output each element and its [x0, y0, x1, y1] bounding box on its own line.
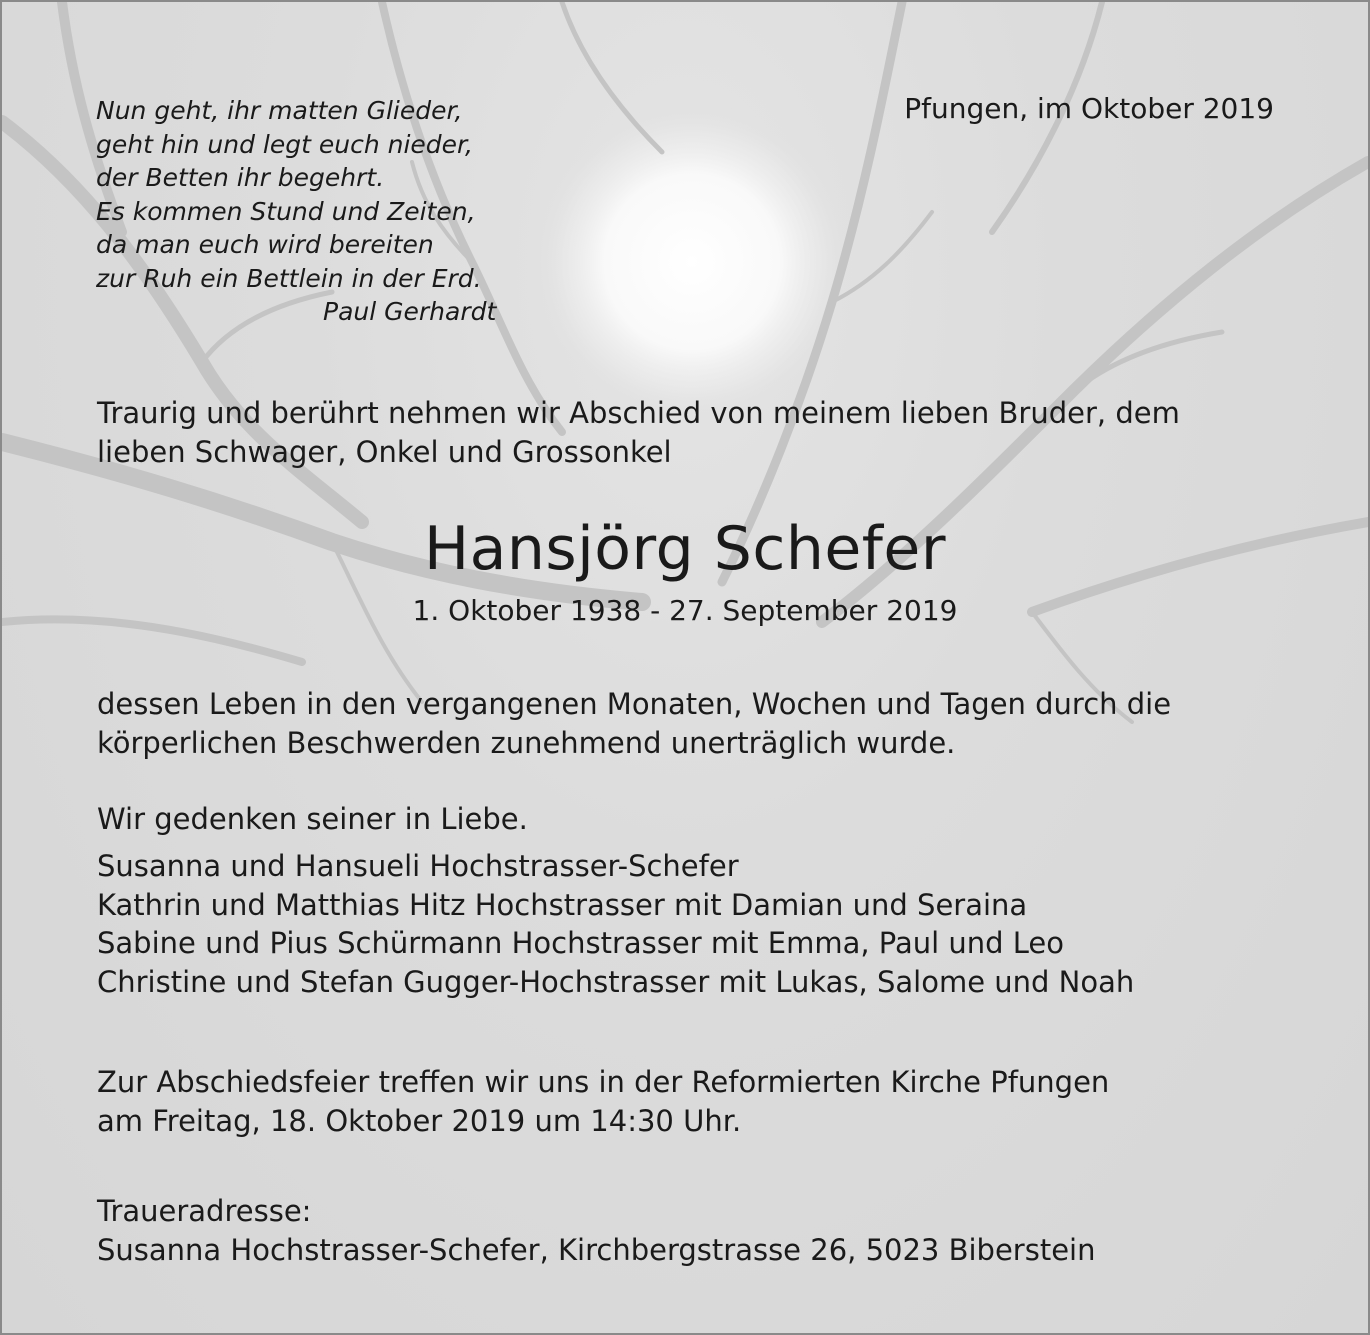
poem-line: zur Ruh ein Bettlein in der Erd.	[96, 263, 482, 293]
ceremony-line: Zur Abschiedsfeier treffen wir uns in der Reformierten Kirche Pfungen	[97, 1065, 1110, 1099]
intro-line: Traurig und berührt nehmen wir Abschied von meinem lieben Bruder, dem	[97, 396, 1180, 430]
poem-line: der Betten ihr begehrt.	[96, 163, 385, 192]
poem-line: geht hin und legt euch nieder,	[96, 129, 473, 159]
intro-line: lieben Schwager, Onkel und Grossonkel	[97, 434, 672, 469]
intro-text	[97, 394, 1180, 471]
mourners-list	[97, 847, 1134, 1001]
mourner-entry: Kathrin und Matthias Hitz Hochstrasser mit Damian und Seraina	[97, 887, 1028, 922]
mourning-address	[97, 1192, 1096, 1269]
poem-line: da man euch wird bereiten	[96, 230, 434, 259]
ceremony-line: am Freitag, 18. Oktober 2019 um 14:30 Uhr.	[97, 1103, 742, 1138]
poem-line: Es kommen Stund und Zeiten,	[96, 196, 476, 226]
mourner-entry: Susanna und Hansueli Hochstrasser-Schefer	[97, 849, 739, 883]
poem	[96, 94, 496, 329]
mourner-entry: Sabine und Pius Schürmann Hochstrasser mit Emma, Paul und Leo	[97, 926, 1065, 960]
ceremony-info	[97, 1063, 1109, 1140]
deceased-name: Hansjörg Schefer	[423, 514, 947, 584]
life-dates: 1. Oktober 1938 - 27. September 2019	[412, 594, 958, 627]
poem-line: Nun geht, ihr matten Glieder,	[96, 96, 463, 125]
remembrance-text: Wir gedenken seiner in Liebe.	[97, 802, 528, 836]
address-value: Susanna Hochstrasser-Schefer, Kirchbergstrasse 26, 5023 Biberstein	[97, 1232, 1096, 1267]
poem-author: Paul Gerhardt	[323, 297, 497, 326]
address-label: Traueradresse:	[97, 1194, 312, 1228]
mourner-entry: Christine und Stefan Gugger-Hochstrasser mit Lukas, Salome und Noah	[97, 964, 1135, 999]
life-line: körperlichen Beschwerden zunehmend unerträglich wurde.	[97, 725, 956, 760]
life-text	[97, 685, 1171, 762]
place-date: Pfungen, im Oktober 2019	[904, 92, 1274, 125]
life-line: dessen Leben in den vergangenen Monaten, Wochen und Tagen durch die	[97, 687, 1172, 721]
